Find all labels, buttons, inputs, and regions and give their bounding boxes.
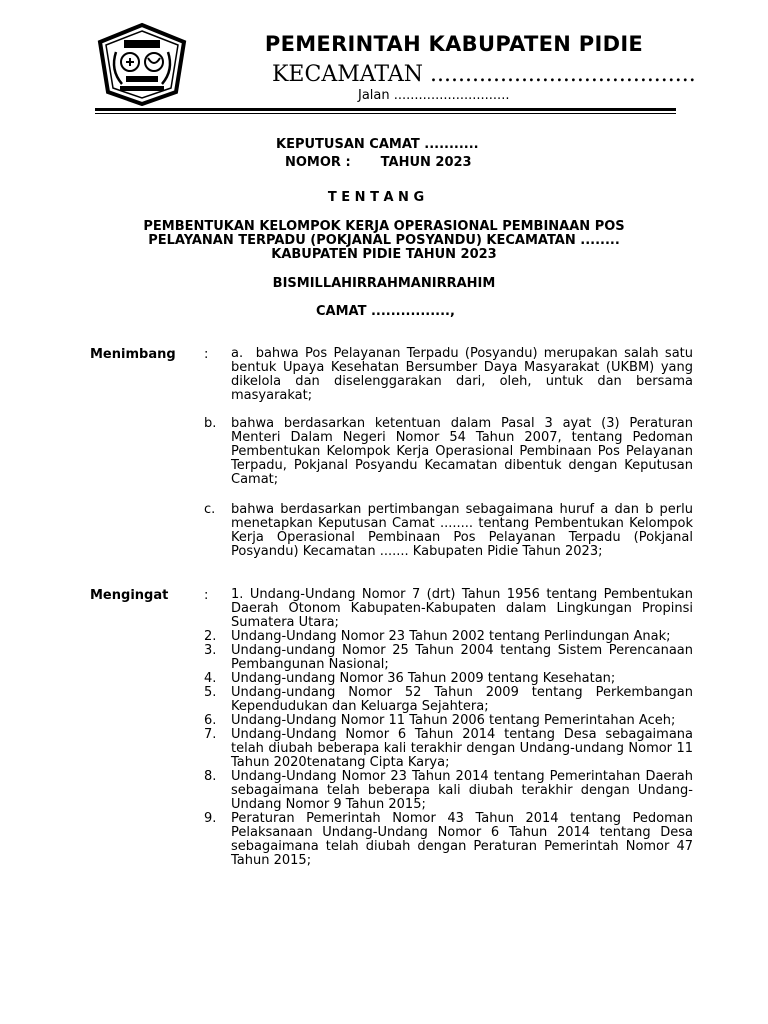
- mengingat-label: Mengingat: [90, 588, 169, 603]
- list-item: [204, 629, 693, 644]
- official-title: CAMAT ................,: [316, 304, 455, 319]
- subject-line-2: PELAYANAN TERPADU (POKJANAL POSYANDU) KECAMATAN ........: [148, 233, 620, 248]
- list-item-text: Undang-Undang Nomor 11 Tahun 2006 tentang Pemerintahan Aceh;: [231, 713, 676, 728]
- subject-line-1: PEMBENTUKAN KELOMPOK KERJA OPERASIONAL PEMBINAAN POS: [143, 219, 625, 234]
- list-item: [204, 811, 693, 868]
- list-item-text: Undang-Undang Nomor 23 Tahun 2014 tentang Pemerintahan Daerah sebagaimana telah beberapa kali diubah terakhir dengan Undang-Undang Nomor 9 Tahun 2015;: [231, 769, 693, 812]
- list-item-text: Undang-undang Nomor 52 Tahun 2009 tentang Perkembangan Kependudukan dan Keluarga Sejahtera;: [231, 685, 693, 714]
- menimbang-marker-b: b.: [204, 416, 217, 431]
- menimbang-item-b: [204, 416, 693, 487]
- list-item-number: 7.: [204, 727, 217, 742]
- mengingat-colon: :: [204, 588, 209, 603]
- menimbang-colon: :: [204, 347, 209, 362]
- menimbang-item-c: [204, 502, 693, 559]
- menimbang-label: Menimbang: [90, 347, 176, 362]
- list-item: [204, 769, 693, 812]
- decree-title: KEPUTUSAN CAMAT ...........: [276, 137, 479, 152]
- menimbang-item-a: [231, 347, 693, 403]
- subject-line-3: KABUPATEN PIDIE TAHUN 2023: [271, 247, 497, 262]
- list-item-number: 4.: [204, 671, 217, 686]
- list-item-number: 9.: [204, 811, 217, 826]
- number-label: NOMOR :: [285, 155, 351, 170]
- list-item-number: 5.: [204, 685, 217, 700]
- decree-year: TAHUN 2023: [380, 155, 472, 170]
- about-heading: T E N T A N G: [327, 190, 425, 205]
- list-item: [231, 588, 693, 630]
- menimbang-marker-c: c.: [204, 502, 216, 517]
- list-item: [204, 643, 693, 672]
- list-item-number: 6.: [204, 713, 217, 728]
- mengingat-list: [204, 587, 694, 868]
- list-item-text: Undang-undang Nomor 36 Tahun 2009 tentang Kesehatan;: [231, 671, 616, 686]
- list-item-text: Undang-Undang Nomor 7 (drt) Tahun 1956 tentang Pembentukan Daerah Otonom Kabupaten-Kabupaten dalam Lingkungan Propinsi Sumatera Utara;: [231, 587, 694, 630]
- list-item-text: Undang-undang Nomor 25 Tahun 2004 tentang Sistem Perencanaan Pembangunan Nasional;: [231, 643, 693, 672]
- letterhead-rule-thin: [95, 113, 676, 114]
- decree-number: [285, 155, 472, 170]
- district-name: KECAMATAN ......................................: [272, 62, 696, 87]
- basmalah: BISMILLAHIRRAHMANIRRAHIM: [272, 276, 496, 291]
- menimbang-marker-a: a.: [231, 346, 244, 361]
- list-item-text: Undang-Undang Nomor 23 Tahun 2002 tentang Perlindungan Anak;: [231, 629, 671, 644]
- list-item-text: Peraturan Pemerintah Nomor 43 Tahun 2014 tentang Pedoman Pelaksanaan Undang-Undang Nomor 6 Tahun 2014 tentang Desa sebagaimana telah diubah dengan Peraturan Pemerintah Nomor 47 Tahun 2015;: [231, 811, 693, 868]
- list-item: [204, 727, 693, 770]
- list-item: [204, 713, 693, 728]
- list-item-text: Undang-Undang Nomor 6 Tahun 2014 tentang Desa sebagaimana telah diubah beberapa kali terakhir dengan Undang-undang Nomor 11 Tahun 2020tenatang Cipta Karya;: [231, 727, 693, 770]
- menimbang-text-c: bahwa berdasarkan pertimbangan sebagaimana huruf a dan b perlu menetapkan Keputusan Camat ........ tentang Pembentukan Kelompok Kerja Operasional Pembinaan Pos Pelayanan Terpadu (Pokjanal Posyandu) Kecamatan ....... Kabupaten Pidie Tahun 2023;: [231, 502, 693, 559]
- list-item-number: 1.: [231, 587, 244, 602]
- list-item-number: 3.: [204, 643, 217, 658]
- letterhead-rule-thick: [95, 108, 676, 111]
- list-item: [204, 685, 693, 714]
- menimbang-text-b: bahwa berdasarkan ketentuan dalam Pasal 3 ayat (3) Peraturan Menteri Dalam Negeri Nomor 54 Tahun 2007, tentang Pedoman Pembentukan Kelompok Kerja Operasional Pembinaan Pos Pelayanan Terpadu, Pokjanal Posyandu Kecamatan dibentuk dengan Keputusan Camat;: [231, 416, 693, 487]
- menimbang-text-a: bahwa Pos Pelayanan Terpadu (Posyandu) merupakan salah satu bentuk Upaya Kesehatan Bersumber Daya Masyarakat (UKBM) yang dikelola dan diselenggarakan dari, oleh, untuk dan bersama masyarakat;: [231, 346, 693, 403]
- government-name: PEMERINTAH KABUPATEN PIDIE: [264, 32, 644, 56]
- list-item-number: 8.: [204, 769, 217, 784]
- list-item: [204, 671, 693, 686]
- list-item-number: 2.: [204, 629, 217, 644]
- address-line: Jalan ............................: [358, 88, 510, 103]
